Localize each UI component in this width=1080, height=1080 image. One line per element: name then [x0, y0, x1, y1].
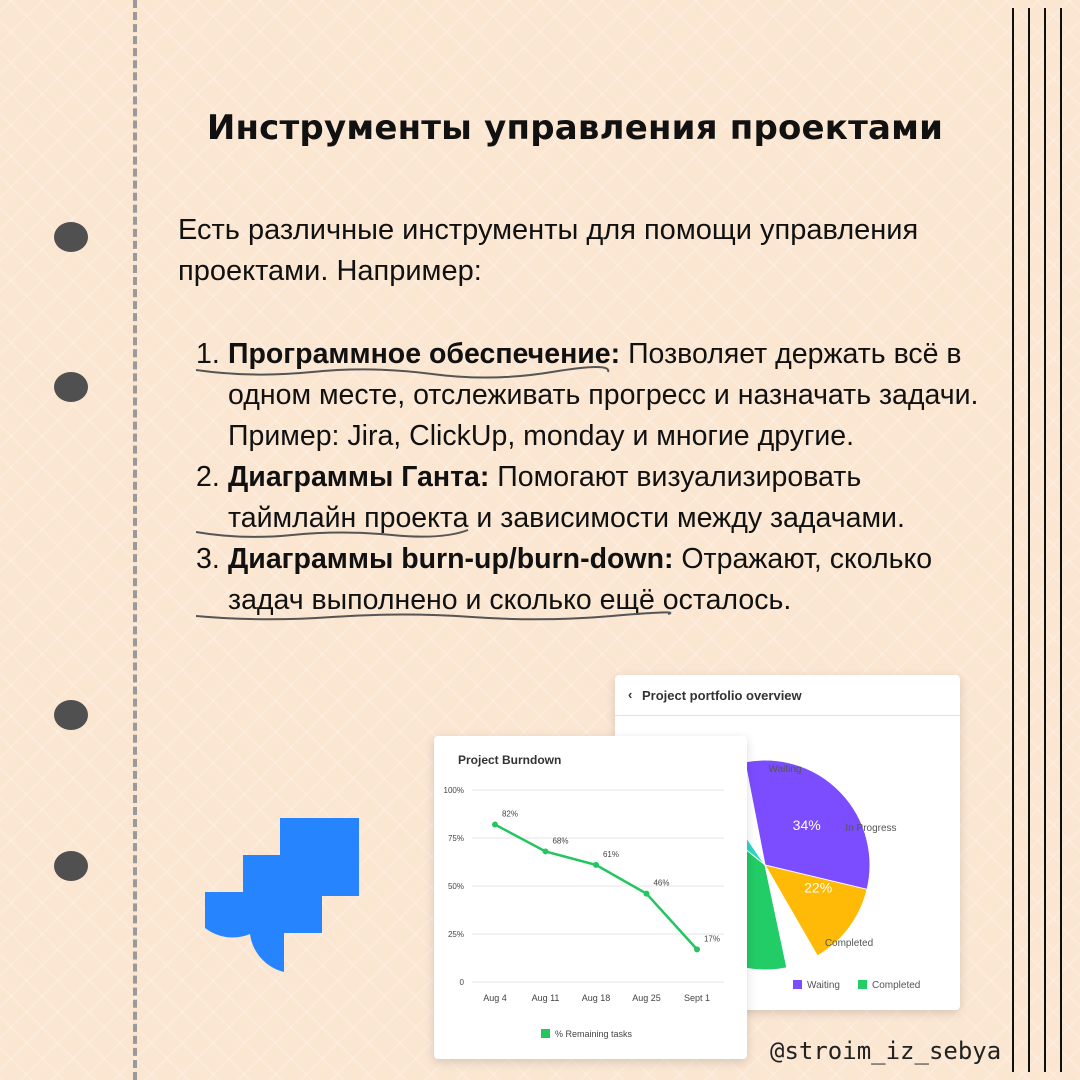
list-item-text: Помогают визуализировать таймлайн проекта и зависимости между задачами. — [228, 461, 905, 534]
legend-swatch — [793, 980, 802, 989]
data-point — [593, 862, 599, 868]
y-tick-label: 25% — [447, 930, 464, 939]
author-signature: @stroim_iz_sebya — [770, 1037, 1002, 1065]
legend-label: % Remaining tasks — [555, 1029, 633, 1039]
list-item-heading: Программное обеспечение: — [228, 338, 621, 370]
pie-category-label: Completed — [824, 938, 874, 949]
intro-text: Есть различные инструменты для помощи управления проектами. Например: — [178, 214, 919, 287]
data-label: 61% — [602, 849, 620, 859]
ruled-line — [1028, 8, 1030, 1072]
y-tick-label: 100% — [443, 786, 464, 795]
chart-title: Project Burndown — [458, 753, 562, 767]
data-label: 17% — [703, 934, 721, 944]
margin-dashed-line — [133, 0, 137, 1080]
y-tick-label: 75% — [447, 834, 464, 843]
list-item-text: Отражают, сколько задач выполнено и сколько ещё осталось. — [228, 543, 933, 616]
pie-slice-label: 34% — [792, 817, 821, 834]
jira-logo-icon — [205, 818, 361, 974]
binder-hole — [54, 700, 88, 730]
binder-hole — [54, 222, 88, 252]
x-tick-label: Aug 25 — [632, 993, 661, 1003]
legend-label: Completed — [872, 980, 921, 991]
list-item-text: Позволяет держать всё в одном месте, отслеживать прогресс и назначать задачи. Пример: Jira, ClickUp, monday и многие другие. — [228, 338, 979, 452]
list-item-heading: Диаграммы burn-up/burn-down: — [228, 543, 674, 575]
data-label: 82% — [501, 809, 519, 819]
x-tick-label: Aug 4 — [483, 993, 507, 1003]
data-point — [644, 891, 650, 897]
ruled-line — [1012, 8, 1014, 1072]
x-tick-label: Sept 1 — [683, 993, 711, 1003]
legend-label: Waiting — [807, 980, 840, 991]
x-tick-label: Aug 11 — [531, 993, 560, 1003]
pie-slice-label: 22% — [804, 879, 833, 896]
squiggle-underline — [192, 608, 672, 626]
data-label: 68% — [552, 836, 569, 846]
y-tick-label: 0 — [459, 978, 464, 987]
back-chevron-icon[interactable]: ‹ — [628, 687, 633, 702]
data-point — [543, 848, 549, 854]
x-tick-label: Aug 18 — [581, 993, 611, 1003]
burndown-card — [434, 736, 747, 1059]
legend-swatch — [858, 980, 867, 989]
binder-hole — [54, 372, 88, 402]
pie-category-label: Waiting — [768, 764, 802, 775]
pie-category-label: In Progress — [845, 823, 897, 834]
data-point — [492, 822, 498, 828]
squiggle-underline — [192, 364, 612, 382]
list-number: 2. — [196, 461, 220, 493]
list-number: 1. — [196, 338, 220, 370]
list-item — [196, 334, 986, 457]
legend-swatch — [541, 1029, 550, 1038]
data-point — [694, 946, 700, 952]
portfolio-title: Project portfolio overview — [642, 688, 802, 703]
ruled-line — [1060, 8, 1062, 1072]
list-item-heading: Диаграммы Ганта: — [228, 461, 490, 493]
binder-hole — [54, 851, 88, 881]
page-title: Инструменты управления проектами — [206, 108, 944, 148]
ruled-line — [1044, 8, 1046, 1072]
burndown-chart — [434, 736, 747, 1059]
list-number: 3. — [196, 543, 220, 575]
y-tick-label: 50% — [447, 882, 464, 891]
data-label: 46% — [653, 878, 670, 888]
squiggle-underline — [192, 526, 472, 544]
